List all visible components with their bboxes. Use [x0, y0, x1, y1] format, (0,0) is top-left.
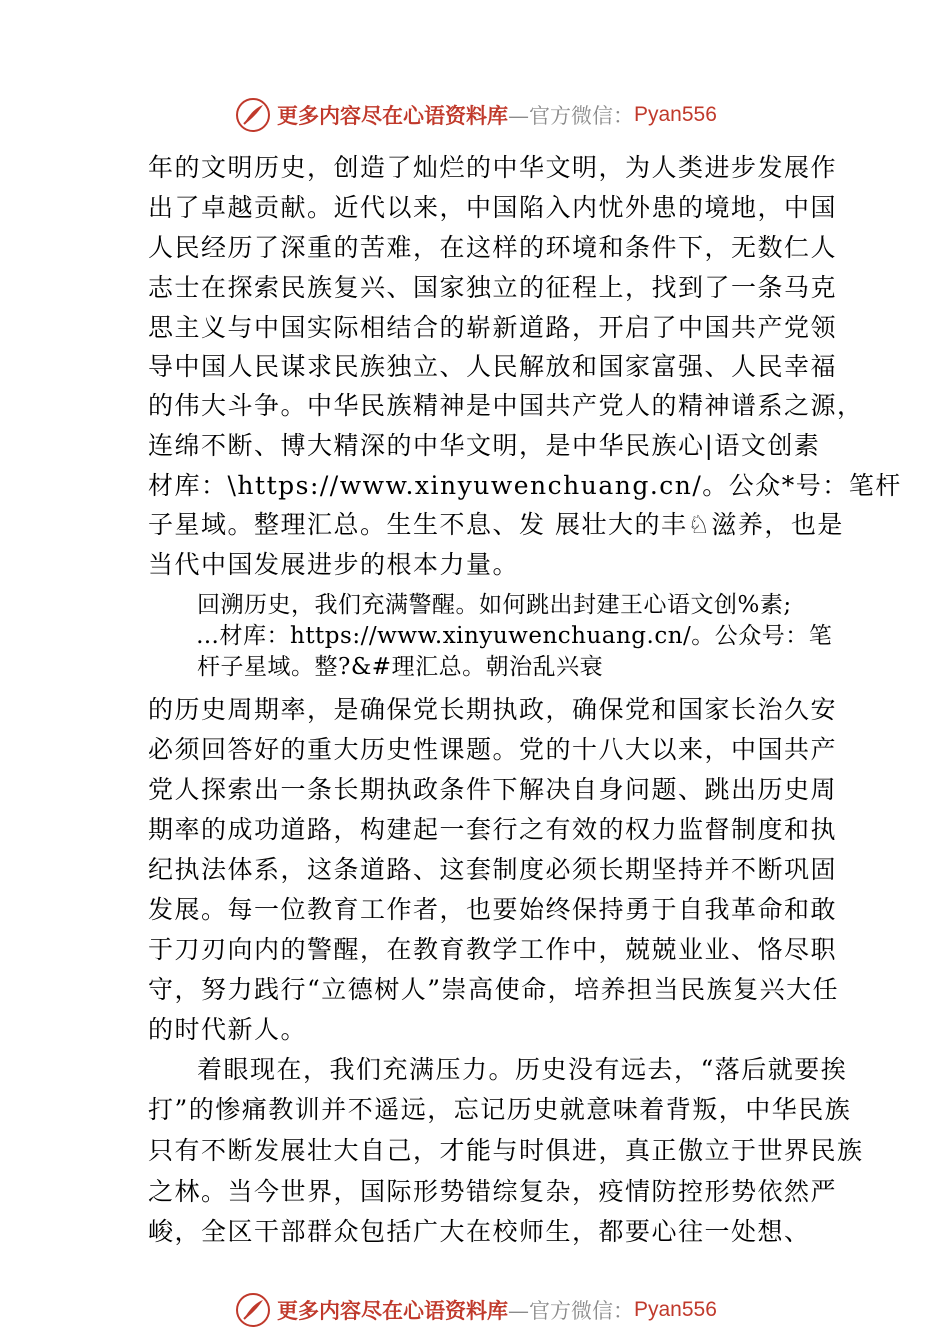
text-line: 着眼现在，我们充满压力。历史没有远去，“落后就要挨 [197, 1055, 848, 1084]
text-line: 于刀刃向内的警醒，在教育教学工作中，兢兢业业、恪尽职 [148, 935, 838, 964]
text-line: 只有不断发展壮大自己，才能与时俱进，真正傲立于世界民族 [148, 1136, 864, 1165]
text-line: 思主义与中国实际相结合的崭新道路，开启了中国共产党领 [148, 313, 838, 342]
text-line: 纪执法体系，这条道路、这套制度必须长期坚持并不断巩固 [148, 855, 838, 884]
quill-logo-icon [235, 97, 271, 133]
text-line: 杆子星域。整?&#理汇总。朝治乱兴衰 [197, 654, 604, 680]
text-line: 的伟大斗争。中华民族精神是中国共产党人的精神谱系之源， [148, 391, 864, 420]
footer-watermark [235, 1290, 795, 1330]
header-separator: —官方微信： [508, 104, 634, 128]
text-line: 回溯历史，我们充满警醒。如何跳出封建王心语文创%素; [197, 592, 792, 618]
text-line: 出了卓越贡献。近代以来，中国陷入内忧外患的境地，中国 [148, 193, 838, 222]
text-line: 期率的成功道路，构建起一套行之有效的权力监督制度和执 [148, 815, 838, 844]
header-slogan: 更多内容尽在心语资料库 [277, 103, 508, 128]
quill-logo-icon [235, 1292, 271, 1328]
text-line: 之林。当今世界，国际形势错综复杂，疫情防控形势依然严 [148, 1177, 838, 1206]
footer-separator: —官方微信： [508, 1299, 634, 1323]
text-line: 导中国人民谋求民族独立、人民解放和国家富强、人民幸福 [148, 352, 838, 381]
footer-wechat-id: Pyan556 [634, 1298, 717, 1321]
text-line: 年的文明历史，创造了灿烂的中华文明，为人类进步发展作 [148, 153, 838, 182]
text-line: 的历史周期率，是确保党长期执政，确保党和国家长治久安 [148, 695, 838, 724]
text-line: 子星域。整理汇总。生生不息、发 展壮大的丰♘滋养，也是 [148, 510, 844, 539]
text-line: 人民经历了深重的苦难，在这样的环境和条件下，无数仁人 [148, 233, 838, 262]
footer-slogan: 更多内容尽在心语资料库 [277, 1298, 508, 1323]
text-line: 当代中国发展进步的根本力量。 [148, 550, 520, 579]
text-line: 党人探索出一条长期执政条件下解决自身问题、跳出历史周 [148, 775, 838, 804]
text-line: 志士在探索民族复兴、国家独立的征程上，找到了一条马克 [148, 273, 838, 302]
text-line: 连绵不断、博大精深的中华文明，是中华民族心|语文创素 [148, 431, 821, 460]
text-line: …材库：https://www.xinyuwenchuang.cn/。公众号：笔 [196, 623, 833, 649]
text-line: 峻，全区干部群众包括广大在校师生，都要心往一处想、 [148, 1217, 811, 1246]
text-line: 守，努力践行“立德树人”崇高使命，培养担当民族复兴大任 [148, 975, 840, 1004]
text-line: 必须回答好的重大历史性课题。党的十八大以来，中国共产 [148, 735, 838, 764]
header-wechat-id: Pyan556 [634, 103, 717, 126]
text-line: 打”的惨痛教训并不遥远，忘记历史就意味着背叛，中华民族 [148, 1095, 852, 1124]
text-line: 发展。每一位教育工作者，也要始终保持勇于自我革命和敢 [148, 895, 838, 924]
text-line: 材库：\https://www.xinyuwenchuang.cn/。公众*号：笔杆 [148, 471, 902, 500]
header-watermark [235, 95, 795, 135]
text-line: 的时代新人。 [148, 1015, 308, 1044]
